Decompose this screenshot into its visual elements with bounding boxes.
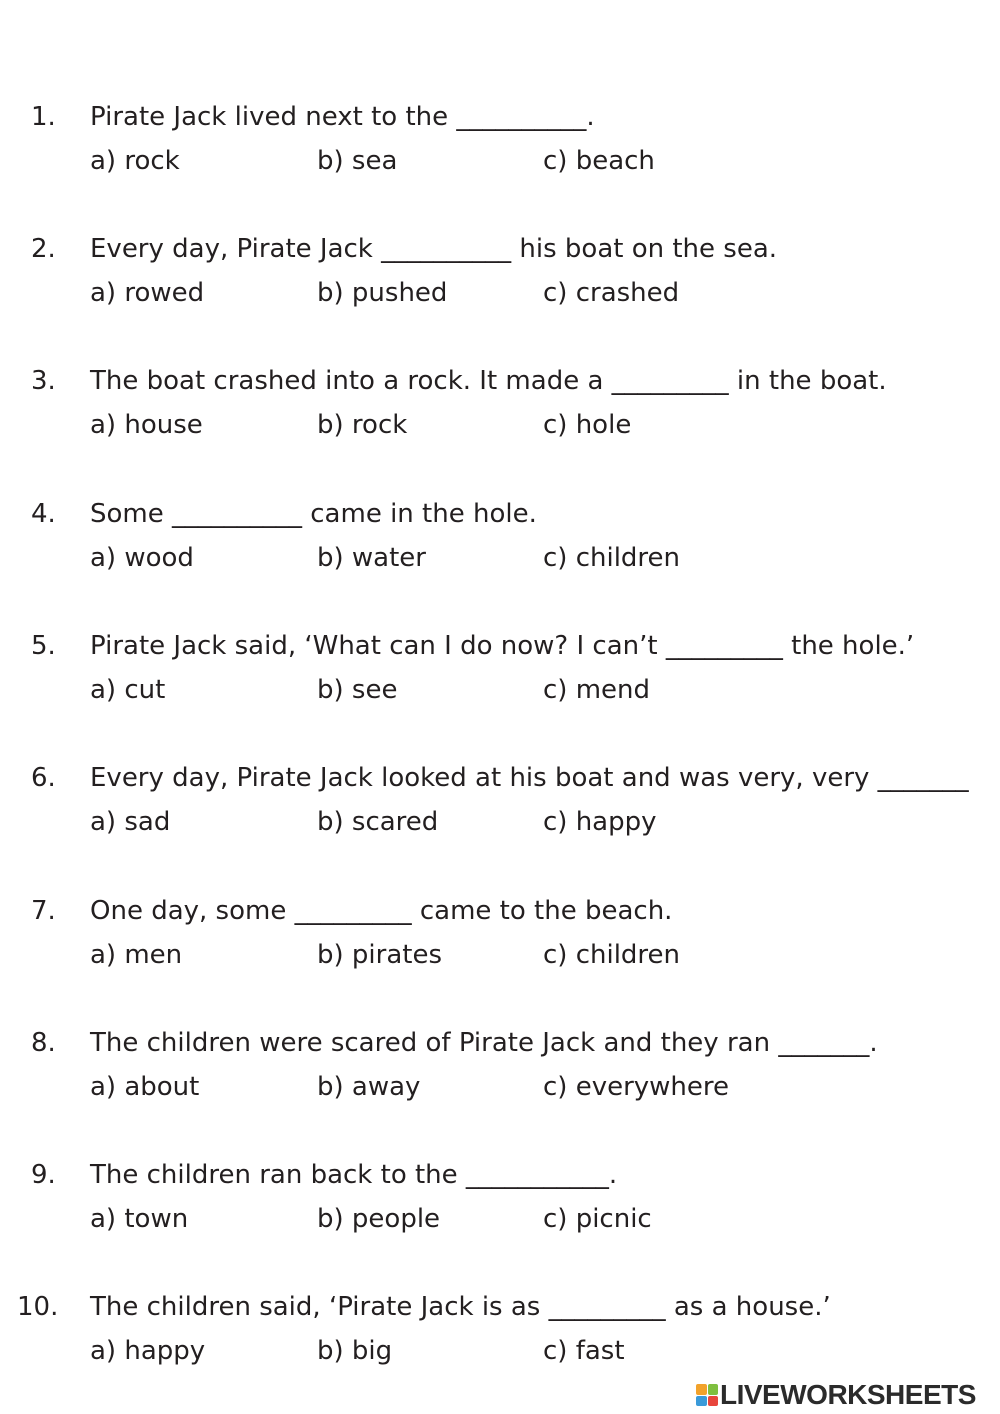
option-a[interactable]: a) happy	[90, 1336, 206, 1366]
answer-options	[0, 805, 1000, 839]
question-number: 6.	[31, 763, 56, 793]
question-number: 4.	[31, 499, 56, 529]
question-number: 8.	[31, 1028, 56, 1058]
question-line	[0, 1290, 1000, 1324]
question-text: One day, some _________ came to the beach.	[90, 896, 673, 926]
question-line	[0, 232, 1000, 266]
question-number: 7.	[31, 896, 56, 926]
option-c[interactable]: c) everywhere	[543, 1072, 730, 1102]
option-b[interactable]: b) pirates	[317, 940, 442, 970]
option-c[interactable]: c) children	[543, 940, 681, 970]
option-a[interactable]: a) men	[90, 940, 183, 970]
question-number: 1.	[31, 102, 56, 132]
option-b[interactable]: b) see	[317, 675, 398, 705]
option-b[interactable]: b) big	[317, 1336, 393, 1366]
question-text: The children ran back to the ___________.	[90, 1160, 618, 1190]
question-number: 9.	[31, 1160, 56, 1190]
option-c[interactable]: c) happy	[543, 807, 657, 837]
option-a[interactable]: a) rock	[90, 146, 180, 176]
question-text: The children said, ‘Pirate Jack is as _________ as a house.’	[90, 1292, 831, 1322]
question-text: Some __________ came in the hole.	[90, 499, 537, 529]
option-b[interactable]: b) away	[317, 1072, 421, 1102]
question-text: Pirate Jack said, ‘What can I do now? I can’t _________ the hole.’	[90, 631, 915, 661]
option-c[interactable]: c) hole	[543, 410, 632, 440]
option-a[interactable]: a) town	[90, 1204, 189, 1234]
liveworksheets-logo	[696, 1379, 998, 1411]
question-number: 5.	[31, 631, 56, 661]
question-line	[0, 1026, 1000, 1060]
question-text: Every day, Pirate Jack __________ his boat on the sea.	[90, 234, 778, 264]
question-line	[0, 364, 1000, 398]
question-line	[0, 894, 1000, 928]
option-c[interactable]: c) children	[543, 543, 681, 573]
option-c[interactable]: c) mend	[543, 675, 651, 705]
question-number: 2.	[31, 234, 56, 264]
answer-options	[0, 1202, 1000, 1236]
option-b[interactable]: b) water	[317, 543, 426, 573]
question-text: Pirate Jack lived next to the __________.	[90, 102, 595, 132]
option-c[interactable]: c) beach	[543, 146, 655, 176]
option-c[interactable]: c) fast	[543, 1336, 625, 1366]
answer-options	[0, 408, 1000, 442]
option-c[interactable]: c) crashed	[543, 278, 680, 308]
question-line	[0, 1158, 1000, 1192]
question-line	[0, 497, 1000, 531]
question-number: 10.	[17, 1292, 59, 1322]
question-text: The children were scared of Pirate Jack and they ran _______.	[90, 1028, 878, 1058]
option-a[interactable]: a) sad	[90, 807, 171, 837]
question-number: 3.	[31, 366, 56, 396]
option-b[interactable]: b) pushed	[317, 278, 448, 308]
option-c[interactable]: c) picnic	[543, 1204, 652, 1234]
logo-text: LIVEWORKSHEETS	[720, 1379, 976, 1410]
option-a[interactable]: a) about	[90, 1072, 200, 1102]
option-b[interactable]: b) rock	[317, 410, 408, 440]
answer-options	[0, 673, 1000, 707]
question-line	[0, 761, 1000, 795]
option-b[interactable]: b) scared	[317, 807, 439, 837]
answer-options	[0, 541, 1000, 575]
liveworksheets-icon	[696, 1384, 718, 1406]
answer-options	[0, 1334, 1000, 1368]
option-a[interactable]: a) wood	[90, 543, 194, 573]
answer-options	[0, 938, 1000, 972]
answer-options	[0, 144, 1000, 178]
question-line	[0, 100, 1000, 134]
answer-options	[0, 276, 1000, 310]
option-a[interactable]: a) rowed	[90, 278, 205, 308]
question-text: The boat crashed into a rock. It made a _________ in the boat.	[90, 366, 887, 396]
option-b[interactable]: b) people	[317, 1204, 441, 1234]
option-a[interactable]: a) house	[90, 410, 203, 440]
option-b[interactable]: b) sea	[317, 146, 398, 176]
answer-options	[0, 1070, 1000, 1104]
question-text: Every day, Pirate Jack looked at his boat and was very, very _______	[90, 763, 969, 793]
option-a[interactable]: a) cut	[90, 675, 166, 705]
question-line	[0, 629, 1000, 663]
